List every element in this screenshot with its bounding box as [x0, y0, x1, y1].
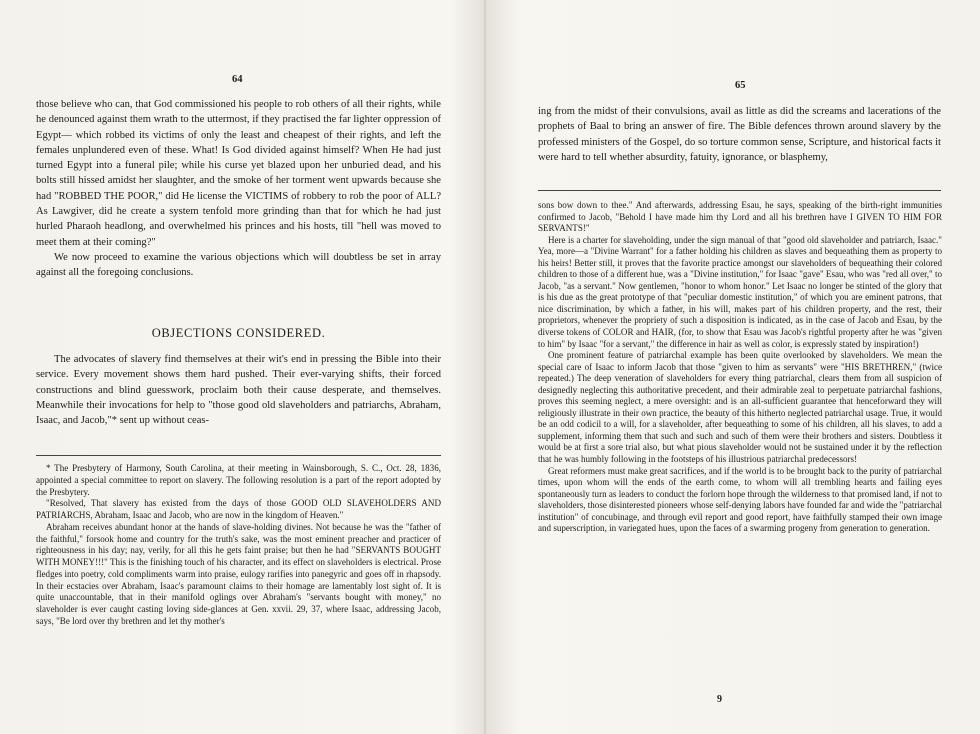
left-paragraph-1: those believe who can, that God commissioned his people to rob others of all their rights, while he denounced against them wrath to the uttermost, if they practised the far lighter oppression of Egypt— which robbed its victims of only the least and cheapest of their rights, and left the females unplundered even of these. What! Is God divided against himself? When He had just turned Egypt into a funeral pile; while his curse yet blazed upon her unburied dead, and his bolts still hissed amidst her slaughter, and the smoke of her torment went upwards because she had "ROBBED THE POOR," did He license the VICTIMS of robbery to rob the poor of ALL? As Lawgiver, did he create a system tenfold more grinding than that for which he had just hurled Pharaoh headlong, and overwhelmed his princes and his hosts, till "hell was moved to meet them at their coming?": [36, 99, 441, 248]
left-footnote-paragraph-1: * The Presbytery of Harmony, South Carolina, at their meeting in Wainsborough, S. C., Oct. 28, 1836, appointed a special committee to report on slavery. The following resolution is a part of the report adopted by the Presbytery.: [36, 463, 441, 497]
left-footnote-rule: [36, 455, 441, 456]
right-footnote-paragraph-3: One prominent feature of patriarchal example has been quite overlooked by slaveholders. We mean the special care of Isaac to inform Jacob that those "given to him as servants" were "HIS BRETHREN," (twice repeated.) The deep veneration of slaveholders for every thing patriarchal, clears them from all suspicion of designedly neglecting this authoritative precedent, and their admirable zeal to perpetuate patriarchal fashions, proves this seeming neglect, a mere oversight: and is an all-sufficient guarantee that henceforward they will religiously illustrate in their own practice, the beauty of this hitherto neglected patriarchal usage. True, it would be an odd codicil to a will, for a slaveholder, after bequeathing to some of his children, all his slaves, to add a supplement, informing them that such and such and such of them were their brothers and sisters. Doubtless it would be at first a sore trial also, but what pious slaveholder would not be sustained under it by the reflection that he was humbly following in the footsteps of his illustrious patriarchal predecessors!: [538, 350, 942, 465]
right-footnote-paragraph-4: Great reformers must make great sacrifices, and if the world is to be brought back to the purity of patriarchal times, upon whom will the ends of the earth come, to whom will all trembling hearts and failing eyes spontaneously turn as leaders to conduct the forlorn hope through the wilderness to that promised land, if not to slaveholders, those disinterested pioneers whose self-denying labors have founded far and wide the "patriarchal institution" of concubinage, and through evil report and good report, have faithfully stamped their own image and superscription, in variegated hues, upon the faces of a swarming progeny from generation to generation.: [538, 465, 942, 534]
left-footnote-paragraph-3: Abraham receives abundant honor at the hands of slave-holding divines. Not because he was the "father of the faithful," forsook home and country for the truth's sake, was the most eminent preacher and practicer of righteousness in his day; nay, verily, for all this he gets faint praise; but then he had "SERVANTS BOUGHT WITH MONEY!!!" This is the finishing touch of his character, and its effect on slaveholders is electrical. Prose fledges into poetry, cold compliments warm into praise, eulogy rarifies into panegyric and goes off in rhapsody. In their ecstacies over Abraham, Isaac's paramount claims to their homage are lamentably lost sight of. It is quite unaccountable, that in their manifold oglings over Abraham's "servants bought with money," no slaveholder is ever caught casting loving side-glances at Gen. xxvii. 29, 37, where Isaac, addressing Jacob, says, "Be lord over thy brethren and let thy mother's: [36, 521, 441, 626]
signature-mark: 9: [717, 694, 722, 705]
right-footnote-rule: [538, 190, 941, 191]
right-footnote-paragraph-1: sons bow down to thee." And afterwards, addressing Esau, he says, speaking of the birth-right immunities confirmed to Jacob, "Behold I have made him thy Lord and all his brethren have I GIVEN TO HIM FOR SERVANTS!": [538, 200, 942, 234]
section-heading: OBJECTIONS CONSIDERED.: [151, 326, 326, 340]
left-body-text: [36, 97, 441, 281]
left-paragraph-3: The advocates of slavery find themselves at their wit's end in pressing the Bible into their service. Every movement shows them hard pushed. Their ever-varying shifts, their forced constructions and blind guesswork, proclaim both their cause desperate, and themselves. Meanwhile their invocations for help to "those good old slaveholders and patriarchs, Abraham, Isaac, and Jacob,"* sent up without ceas-: [36, 354, 441, 427]
left-footnote: [36, 463, 441, 628]
right-paragraph-1: ing from the midst of their convulsions, avail as little as did the screams and lacerations of the prophets of Baal to bring an answer of fire. The Bible defences thrown around slavery by the professed ministers of the Gospel, do so torture common sense, Scripture, and historical facts it were hard to tell whether absurdity, fatuity, ignorance, or blasphemy,: [538, 106, 941, 163]
left-body-text-2: [36, 352, 441, 428]
right-page-number: 65: [735, 80, 746, 91]
left-footnote-paragraph-2: "Resolved, That slavery has existed from the days of those GOOD OLD SLAVEHOLDERS AND PATRIARCHS, Abraham, Isaac and Jacob, who are now in the kingdom of Heaven.": [36, 498, 441, 520]
right-body-text: [538, 104, 941, 165]
right-footnote: [538, 200, 942, 535]
left-page-number: 64: [232, 74, 243, 85]
right-footnote-paragraph-2: Here is a charter for slaveholding, under the sign manual of that "good old slaveholder and patriarch, Isaac." Yea, more—a "Divine Warrant" for a father holding his children as slaves and bequeathing them as property to his heirs! Better still, it proves that the favorite practice amongst our slaveholders of bequeathing their colored children to those of a different hue, was a "Divine institution," for Isaac "gave" Esau, who was "red all over," to Jacob, "as a servant." Now gentlemen, "honor to whom honor." Let Isaac no longer be stinted of the glory that is his due as the great prototype of that "peculiar domestic institution," of which you are eminent patrons, that nice discrimination, by which a father, in his will, makes part of his children property, and the rest, their proprietors, whenever the propriety of such a disposition is indicated, as in the case of Jacob and Esau, by the diverse tokens of COLOR and HAIR, (for, to show that Esau was Jacob's rightful property after he was "given to him" by Isaac "for a servant," the difference in hair as well as color, is expressly stated by inspiration!): [538, 234, 942, 349]
left-paragraph-2: We now proceed to examine the various objections which will doubtless be set in array against all the foregoing conclusions.: [36, 251, 441, 279]
